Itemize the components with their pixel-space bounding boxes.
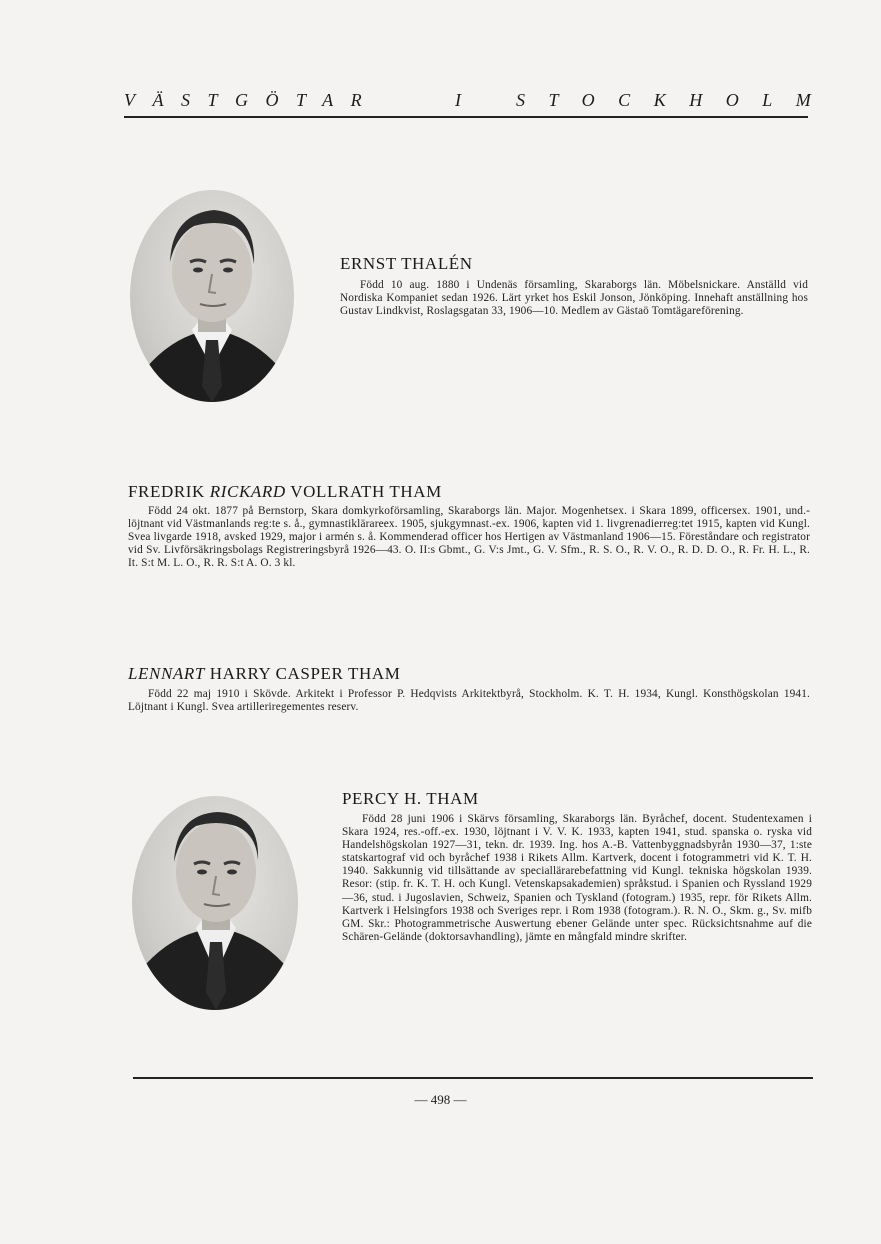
footer-rule bbox=[133, 1077, 813, 1079]
entry-name-fredrik-tham bbox=[128, 482, 442, 502]
header-rule bbox=[124, 116, 808, 118]
entry-name-lennart-tham bbox=[128, 664, 400, 684]
entry-text-body: Född 24 okt. 1877 på Bernstorp, Skara domkyrkoförsamling, Skaraborgs län. Major. Mogenhetsex. i Skara 1899, officersex. 1901, und.-löjtnant vid Västmanlands reg:te s. å., gymnastiklärareex. 1905, sjukgymnast.-ex. 1906, kapten vid 1. livgrenadierreg:tet 1915, kapten vid Kungl. Svea livgarde 1918, avsked 1929, major i armén s. å. Kommenderad officer hos Hertigen av Västmanland 1906—15. Föreståndare och registrator vid Sv. Livförsäkringsbolags Registreringsbyrå 1926—43. O. II:s Gbmt., G. V:s Jmt., G. V. Sfm., R. S. O., R. V. O., R. D. D. O., R. Fr. H. L., R. It. S:t M. L. O., R. R. S:t A. O. 3 kl. bbox=[128, 505, 810, 570]
portrait-ernst-thalen bbox=[130, 190, 294, 402]
entry-name-suffix: VOLLRATH THAM bbox=[285, 482, 442, 501]
entry-text-percy-tham bbox=[342, 813, 812, 944]
entry-text-lennart-tham bbox=[128, 688, 810, 714]
entry-name-italic: LENNART bbox=[128, 664, 205, 683]
entry-name-italic: RICKARD bbox=[209, 482, 286, 501]
entry-text-body: Född 22 maj 1910 i Skövde. Arkitekt i Professor P. Hedqvists Arkitektbyrå, Stockholm. K. T. H. 1934, Kungl. Konsthögskolan 1941. Löjtnant i Kungl. Svea artilleriregementes reserv. bbox=[128, 688, 810, 714]
page-number: — 498 — bbox=[414, 1092, 467, 1107]
entry-text-ernst-thalen bbox=[340, 279, 808, 318]
entry-name-percy-tham: PERCY H. THAM bbox=[342, 789, 479, 808]
entry-name-suffix: HARRY CASPER THAM bbox=[204, 664, 401, 683]
entry-name-prefix: FREDRIK bbox=[128, 482, 210, 501]
entry-name-ernst-thalen: ERNST THALÉN bbox=[340, 254, 473, 273]
running-head-word-3: STOCKHOLM bbox=[516, 90, 835, 110]
entry-text-body: Född 28 juni 1906 i Skärvs församling, Skaraborgs län. Byråchef, docent. Studentexamen i Skara 1924, res.-off.-ex. 1930, löjtnant i V. V. K. 1933, kapten 1941, stud. spanska o. ryska vid Handelshögskolan 1927—31, tekn. dr. 1939. Ing. hos A.-B. Vattenbyggnadsbyrån 1930—37, 1:ste statskartograf vid och byråchef 1938 i Rikets Allm. Kartverk, docent i fotogrammetri vid K. T. H. 1940. Sakkunnig vid tillsättande av speciallärarebefattning vid Kungl. tekniska högskolan 1939. Resor: (stip. fr. K. T. H. och Kungl. Vetenskapsakademien) språkstud. i Spanien och Ryssland 1929—36, stud. i Jugoslavien, Schweiz, Spanien och Tyskland (fotogram.) 1935, repr. för Rikets Allm. Kartverk i Helsingfors 1938 och Sveriges repr. i Rom 1938 (fotogram.). R. N. O., Skm. g., Sv. mifb GM. Skr.: Photogrammetrische Auswertung ebener Gelände unter spec. Rücksichtsnahme auf die Schären-Gelände (doktorsavhandling), jämte en mångfald mindre skrifter. bbox=[342, 813, 812, 943]
running-head-word-2: I bbox=[455, 90, 461, 110]
portrait-percy-tham bbox=[132, 796, 298, 1010]
entry-text-fredrik-tham bbox=[128, 505, 810, 570]
entry-text-body: Född 10 aug. 1880 i Undenäs församling, Skaraborgs län. Möbelsnickare. Anställd vid Nordiska Kompaniet sedan 1926. Lärt yrket hos Eskil Jonson, Jönköping. Innehaft anställning hos Gustav Lindkvist, Roslagsgatan 33, 1906—10. Medlem av Gästaö Tomtägareförening. bbox=[340, 279, 808, 318]
running-head-word-1: VÄSTGÖTAR bbox=[124, 90, 380, 110]
